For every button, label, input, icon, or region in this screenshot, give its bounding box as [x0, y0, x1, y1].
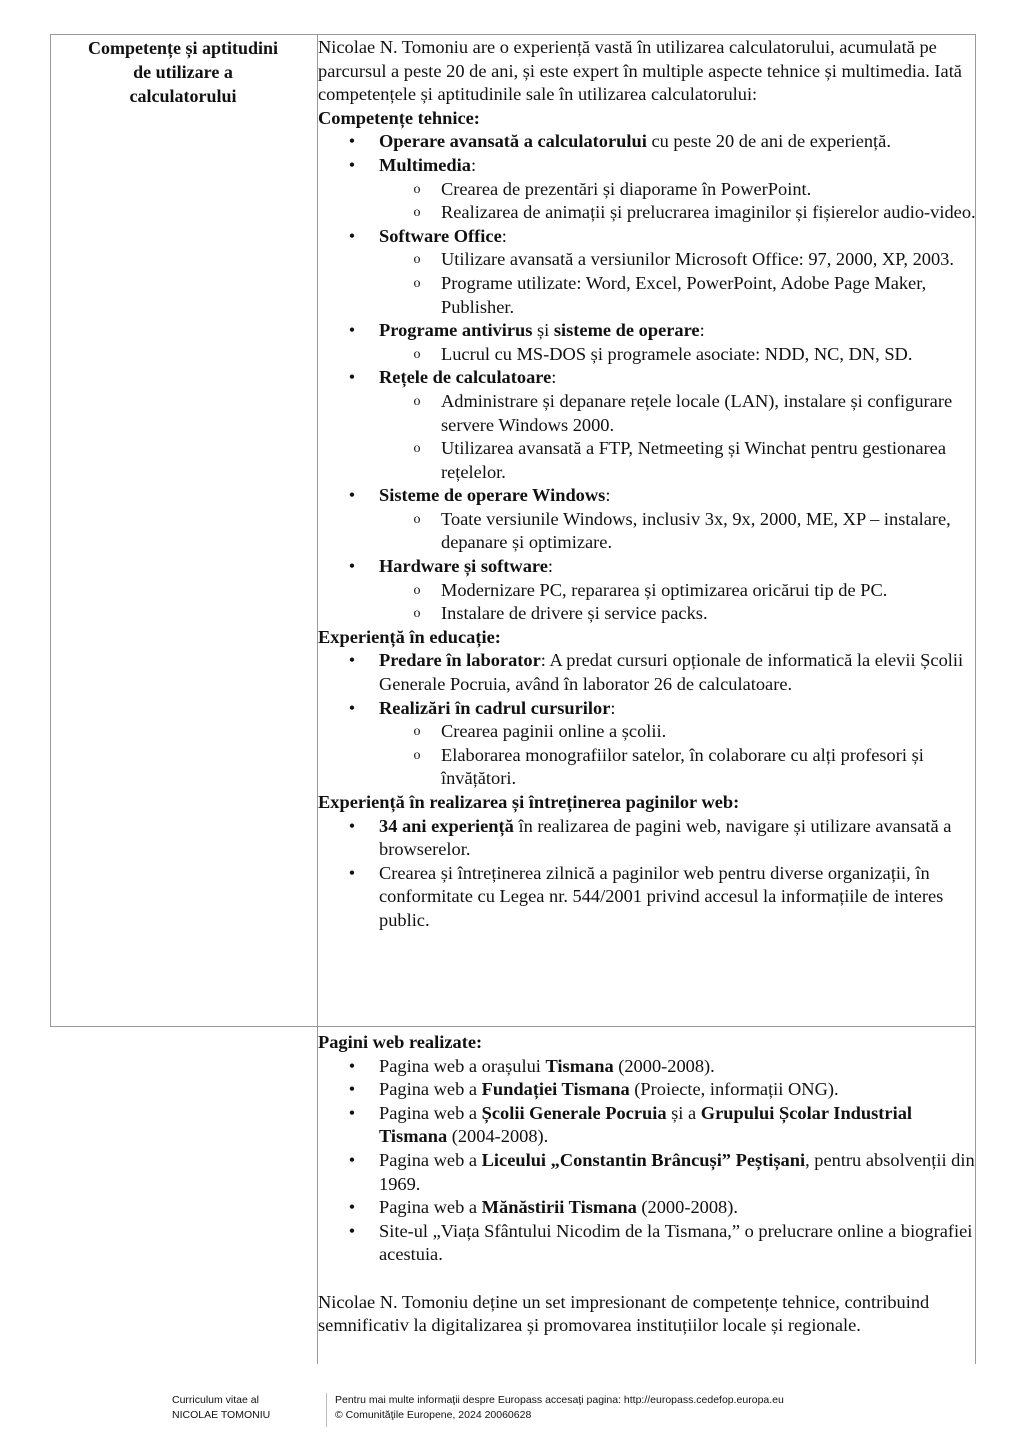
item-text: : — [470, 154, 477, 175]
bullet-icon: • — [348, 154, 356, 175]
circle-bullet-icon: o — [413, 393, 421, 409]
sub-list-item — [318, 343, 978, 367]
item-text: Pagina web a orașului — [379, 1055, 546, 1076]
item-text: (2004-2008). — [447, 1126, 549, 1147]
bullet-icon: • — [348, 367, 356, 388]
item-bold-label: sisteme de operare — [553, 320, 700, 341]
section-label-computer-skills — [50, 36, 316, 108]
web-experience-heading: Experiență în realizarea și întreținerea paginilor web: — [318, 792, 740, 812]
table-top-border — [50, 34, 976, 35]
bullet-icon: • — [348, 1055, 356, 1076]
web-page-item — [318, 1078, 978, 1102]
footer-separator — [326, 1393, 327, 1427]
sub-item-text: Elaborarea monografiilor satelor, în colaborare cu alți profesori și învățători. — [441, 744, 924, 789]
bullet-icon: • — [348, 1220, 356, 1241]
sub-item-text: Crearea paginii online a școlii. — [441, 721, 667, 742]
item-text: : — [610, 697, 616, 718]
item-text: : — [605, 485, 611, 506]
bullet-icon: • — [348, 131, 356, 152]
sub-list-item — [318, 437, 978, 484]
web-pages-content — [318, 1031, 978, 1338]
item-text: : — [551, 367, 557, 388]
sub-item-text: Crearea de prezentări și diaporame în PowerPoint. — [441, 178, 812, 199]
list-item — [318, 697, 978, 791]
sub-item-text: Utilizare avansată a versiunilor Microsoft Office: 97, 2000, XP, 2003. — [441, 249, 954, 270]
sub-item-text: Utilizarea avansată a FTP, Netmeeting și Winchat pentru gestionarea rețelelor. — [441, 438, 946, 482]
circle-bullet-icon: o — [413, 346, 421, 362]
item-bold-label: Multimedia — [379, 154, 471, 175]
footer-cv-owner — [172, 1393, 322, 1423]
list-item — [318, 154, 978, 225]
sub-list-item — [318, 579, 978, 603]
section-label-line: Competențe și aptitudini — [87, 38, 278, 58]
bullet-icon: • — [348, 1079, 356, 1100]
item-text: și a — [666, 1102, 701, 1123]
sub-list-item — [318, 248, 978, 272]
list-item — [318, 319, 978, 366]
tech-skills-list — [318, 130, 978, 625]
europass-footer — [0, 1393, 1024, 1433]
item-bold-label: Școlii Generale Pocruia — [481, 1102, 667, 1123]
item-text: Pagina web a — [379, 1197, 482, 1218]
item-text: cu peste 20 de ani de experiență. — [646, 131, 891, 152]
footer-europass-link-text: Pentru mai multe informaţii despre Europass accesaţi pagina: http://europass.cedefop.europa.eu — [335, 1394, 784, 1406]
circle-bullet-icon: o — [413, 252, 421, 268]
item-text: Crearea și întreținerea zilnică a paginilor web pentru diverse organizații, în conformitate cu Legea nr. 544/2001 privind accesul la informațiile de interes public. — [379, 862, 944, 930]
sub-list-item — [318, 390, 978, 437]
item-bold-label: Grupului Școlar Industrial Tismana — [379, 1102, 912, 1147]
section-label-line: calculatorului — [129, 86, 237, 106]
circle-bullet-icon: o — [413, 606, 421, 622]
web-page-item — [318, 1102, 978, 1149]
sub-item-text: Modernizare PC, repararea și optimizarea oricărui tip de PC. — [441, 579, 888, 600]
circle-bullet-icon: o — [413, 181, 421, 197]
web-page-item — [318, 1055, 978, 1079]
item-text: : — [547, 556, 554, 577]
item-bold-label: Mănăstirii Tismana — [481, 1197, 637, 1218]
item-text: : — [501, 225, 507, 246]
computer-skills-content — [318, 36, 978, 933]
tech-skills-heading: Competențe tehnice: — [318, 107, 480, 128]
web-pages-heading: Pagini web realizate: — [318, 1032, 483, 1052]
sub-item-text: Administrare și depanare rețele locale (LAN), instalare și configurare servere Windows 2000. — [441, 390, 953, 435]
item-text: (Proiecte, informații ONG). — [629, 1079, 839, 1100]
sub-list — [318, 178, 978, 225]
sub-list-item — [318, 744, 978, 791]
sub-list-item — [318, 178, 978, 202]
sub-list — [318, 508, 978, 555]
list-item — [318, 815, 978, 862]
bullet-icon: • — [348, 1197, 356, 1218]
item-bold-label: Sisteme de operare Windows — [379, 485, 606, 506]
item-bold-label: Programe antivirus — [379, 320, 533, 341]
spacer — [318, 1267, 978, 1291]
item-bold-label: Rețele de calculatoare — [379, 367, 552, 388]
circle-bullet-icon: o — [413, 511, 421, 527]
circle-bullet-icon: o — [413, 275, 421, 291]
item-text: Pagina web a — [379, 1079, 482, 1100]
bullet-icon: • — [348, 697, 356, 718]
list-item — [318, 225, 978, 319]
sub-list-item — [318, 720, 978, 744]
item-bold-label: Operare avansată a calculatorului — [379, 131, 647, 152]
sub-item-text: Toate versiunile Windows, inclusiv 3x, 9x, 2000, ME, XP – instalare, depanare și optimizare. — [441, 508, 951, 553]
web-page-item — [318, 1220, 978, 1267]
bullet-icon: • — [348, 320, 356, 341]
sub-list-item — [318, 201, 978, 225]
item-text: (2000-2008). — [636, 1197, 738, 1218]
item-bold-label: Hardware și software — [379, 556, 548, 577]
list-item — [318, 484, 978, 555]
list-item — [318, 555, 978, 626]
item-bold-label: Realizări în cadrul cursurilor — [379, 697, 611, 718]
sub-list — [318, 390, 978, 484]
sub-list — [318, 579, 978, 626]
item-bold-label: Software Office — [379, 225, 502, 246]
sub-item-text: Lucrul cu MS-DOS și programele asociate: NDD, NC, DN, SD. — [441, 343, 913, 364]
bullet-icon: • — [348, 650, 356, 671]
circle-bullet-icon: o — [413, 747, 421, 763]
sub-item-text: Programe utilizate: Word, Excel, PowerPoint, Adobe Page Maker, Publisher. — [441, 272, 927, 317]
circle-bullet-icon: o — [413, 724, 421, 740]
bullet-icon: • — [348, 1102, 356, 1123]
bullet-icon: • — [348, 1149, 356, 1170]
item-text: (2000-2008). — [613, 1055, 715, 1076]
web-page-item — [318, 1149, 978, 1196]
item-text: , pentru absolvenții din 1969. — [379, 1149, 975, 1194]
list-item — [318, 130, 978, 154]
sub-list-item — [318, 508, 978, 555]
circle-bullet-icon: o — [413, 582, 421, 598]
web-experience-list — [318, 815, 978, 933]
item-text: și — [532, 320, 554, 341]
web-page-item — [318, 1196, 978, 1220]
list-item — [318, 862, 978, 933]
circle-bullet-icon: o — [413, 205, 421, 221]
education-heading: Experiență în educație: — [318, 626, 501, 647]
item-text: Site-ul „Viața Sfântului Nicodim de la Tismana,” o prelucrare online a biografiei acestuia. — [379, 1220, 973, 1265]
item-text: Pagina web a — [379, 1102, 482, 1123]
bullet-icon: • — [348, 862, 356, 883]
circle-bullet-icon: o — [413, 441, 421, 457]
item-bold-label: 34 ani experiență — [379, 815, 514, 836]
sub-list — [318, 248, 978, 319]
footer-info — [335, 1393, 935, 1423]
sub-item-text: Instalare de drivere și service packs. — [441, 603, 708, 624]
bullet-icon: • — [348, 225, 356, 246]
sub-item-text: Realizarea de animații și prelucrarea imaginilor și fișierelor audio-video. — [441, 202, 976, 223]
sub-list — [318, 343, 978, 367]
intro-paragraph: Nicolae N. Tomoniu are o experiență vastă în utilizarea calculatorului, acumulată pe parcursul a peste 20 de ani, și este expert în multiple aspecte tehnice și multimedia. Iată competențele și aptitudinile sale în utilizarea calculatorului: — [318, 37, 962, 105]
sub-list-item — [318, 602, 978, 626]
item-bold-label: Liceului „Constantin Brâncuși” Peștișani — [481, 1149, 806, 1170]
sub-list-item — [318, 272, 978, 319]
bullet-icon: • — [348, 815, 356, 836]
item-text: Pagina web a — [379, 1149, 482, 1170]
footer-cv-label: Curriculum vitae al — [172, 1394, 259, 1406]
list-item — [318, 649, 978, 696]
item-bold-label: Predare în laborator — [379, 650, 541, 671]
sub-list — [318, 720, 978, 791]
row-divider — [50, 1026, 976, 1027]
section-label-line: de utilizare a — [133, 62, 233, 82]
web-pages-list — [318, 1055, 978, 1267]
bullet-icon: • — [348, 556, 356, 577]
education-list — [318, 649, 978, 791]
bullet-icon: • — [348, 485, 356, 506]
item-bold-label: Tismana — [545, 1055, 614, 1076]
item-text: în realizarea de pagini web, navigare și utilizare avansată a browserelor. — [379, 815, 952, 860]
item-bold-label: Fundației Tismana — [481, 1079, 630, 1100]
item-text: : — [699, 320, 705, 341]
table-left-border — [50, 34, 51, 1027]
footer-copyright: © Comunităţile Europene, 2024 20060628 — [335, 1409, 532, 1421]
footer-owner-name: NICOLAE TOMONIU — [172, 1409, 271, 1421]
item-text: : A predat cursuri opționale de informatică la elevii Școlii Generale Pocruia, având în laborator 26 de calculatoare. — [379, 650, 964, 695]
list-item — [318, 366, 978, 484]
closing-paragraph: Nicolae N. Tomoniu deține un set impresionant de competențe tehnice, contribuind semnificativ la digitalizarea și promovarea instituțiilor locale și regionale. — [318, 1291, 930, 1336]
